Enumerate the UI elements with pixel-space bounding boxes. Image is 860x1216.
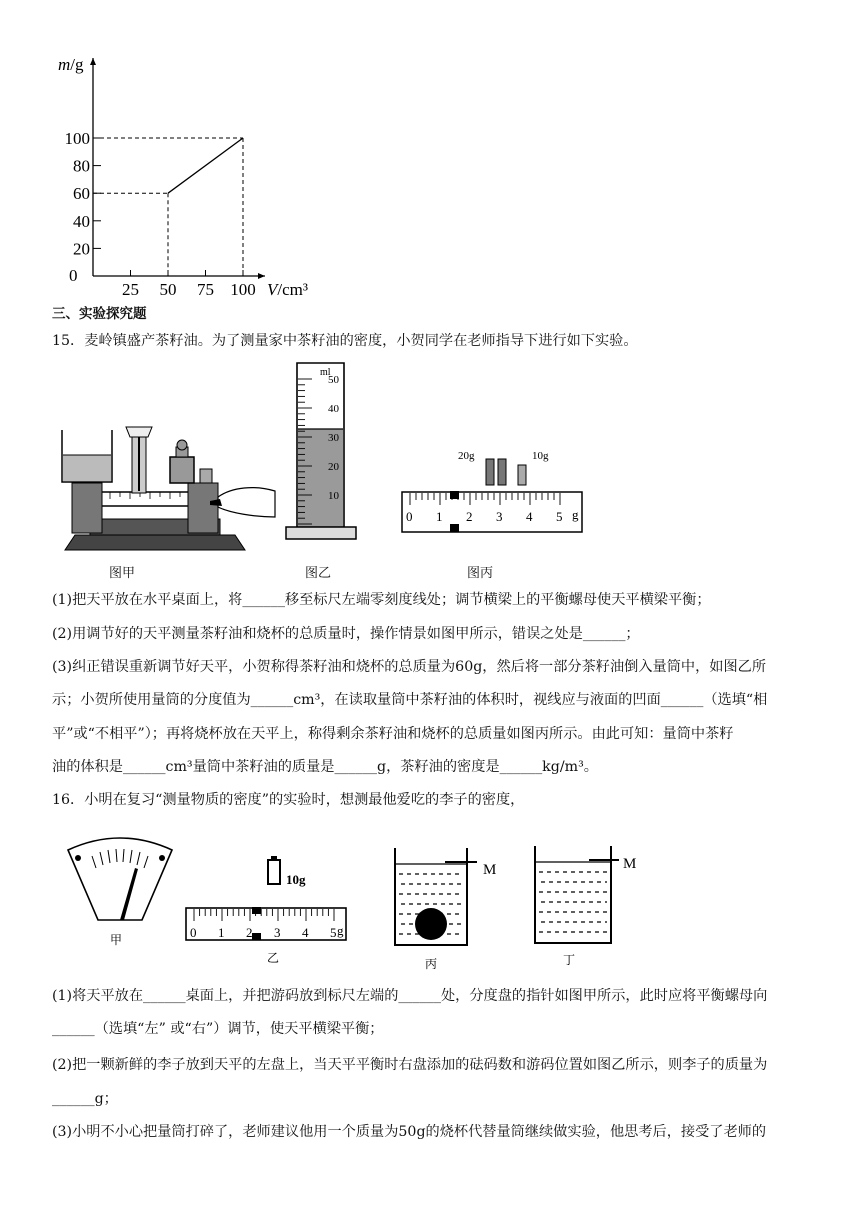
section-heading: 三、实验探究题: [52, 306, 147, 322]
x-tick-label: 25: [122, 280, 139, 299]
cylinder-unit-label: ml: [320, 367, 331, 378]
caption-jia: 图甲: [109, 566, 136, 581]
q15-figure-jia-balance: [50, 405, 280, 595]
cylinder-tick-label: 40: [328, 403, 339, 415]
y-tick-label: 60: [73, 184, 90, 204]
y-tick-label: 100: [64, 129, 90, 148]
q15-line-1: (1)把天平放在水平桌面上，将______移至标尺左端零刻度线处；调节横梁上的平衡螺母使天平横梁平衡；: [52, 592, 711, 608]
x-axis-arrow: [258, 273, 265, 279]
caption-bing: 图丙: [467, 566, 494, 581]
ruler-label: 1: [436, 509, 443, 524]
q16-weight-10g-label: 10g: [286, 872, 306, 887]
ruler-label: 0: [190, 925, 197, 940]
q16-line-2: ______（选填“左” 或“右”）调节，使天平横梁平衡；: [52, 1021, 384, 1037]
q16-ding-mark-m: M: [623, 856, 637, 872]
weight-10g-label: 10g: [532, 450, 549, 462]
ruler-label: 0: [406, 509, 413, 524]
weight-20g-label: 20g: [458, 450, 475, 462]
q16-line-5: (3)小明不小心把量筒打碎了，老师建议他用一个质量为50g的烧杯代替量筒继续做实验，他思考后，接受了老师的: [52, 1124, 767, 1140]
q16-figure-bing-beaker: [385, 840, 535, 970]
q16-bing-mark-m: M: [483, 862, 497, 878]
q16-caption-yi: 乙: [267, 951, 280, 965]
q16-figure-ding-beaker: [527, 838, 677, 968]
origin-label: 0: [69, 266, 78, 285]
cylinder-tick-label: 20: [328, 461, 339, 473]
y-tick-label: 40: [73, 211, 90, 231]
x-tick-label: 75: [197, 280, 214, 299]
x-tick-label: 100: [230, 280, 256, 299]
q15-intro: 15．麦岭镇盛产茶籽油。为了测量家中茶籽油的密度，小贺同学在老师指导下进行如下实验。: [52, 333, 638, 349]
ruler-label: 2: [246, 925, 253, 940]
cylinder-tick-label: 30: [328, 432, 339, 444]
series-line: [168, 138, 243, 193]
q15-line-4: 示；小贺所使用量筒的分度值为______cm³，在读取量筒中茶籽油的体积时，视线应与液面的凹面______（选填“相: [52, 692, 768, 708]
q16-figure-yi-scale: [182, 852, 362, 972]
ruler-unit: g: [337, 923, 344, 938]
q15-line-2: (2)用调节好的天平测量茶籽油和烧杯的总质量时，操作情景如图甲所示，错误之处是______；: [52, 626, 640, 642]
ruler-label: 4: [302, 925, 309, 940]
q15-figure-bing-scale: [398, 445, 598, 535]
q16-caption-ding: 丁: [563, 953, 576, 967]
y-tick-label: 20: [73, 239, 90, 259]
cylinder-tick-label: 50: [328, 374, 339, 386]
q16-caption-bing: 丙: [425, 957, 438, 970]
q16-line-4: ______g；: [52, 1091, 118, 1107]
y-axis-label: m/g: [58, 55, 84, 74]
q16-intro: 16．小明在复习“测量物质的密度”的实验时，想测最他爱吃的李子的密度，: [52, 792, 525, 808]
q16-caption-jia: 甲: [110, 933, 123, 947]
ruler-label: 4: [526, 509, 533, 524]
ruler-label: 1: [218, 925, 225, 940]
y-axis-arrow: [90, 58, 96, 65]
x-tick-label: 50: [159, 280, 177, 299]
q15-line-5: 平”或“不相平”）；再将烧杯放在天平上，称得剩余茶籽油和烧杯的总质量如图丙所示。由此可知：量筒中茶籽: [52, 726, 734, 742]
q16-figure-jia-dial: [60, 828, 180, 948]
y-tick-label: 80: [73, 156, 90, 176]
ruler-label: 3: [274, 925, 281, 940]
q15-line-3: (3)纠正错误重新调节好天平，小贺称得茶籽油和烧杯的总质量为60g，然后将一部分茶籽油倒入量筒中，如图乙所: [52, 659, 767, 675]
ruler-label: 3: [496, 509, 503, 524]
ruler-label: 5: [556, 509, 563, 524]
ruler-label: 5: [330, 925, 337, 940]
x-axis-label: V/cm³: [267, 280, 308, 299]
q15-line-6: 油的体积是______cm³量筒中茶籽油的质量是______g，茶籽油的密度是______kg/m³。: [52, 759, 598, 775]
caption-yi: 图乙: [305, 566, 332, 581]
q15-figure-yi-cylinder: [282, 357, 362, 547]
cylinder-tick-label: 10: [328, 490, 339, 502]
ruler-label: 2: [466, 509, 473, 524]
mass-volume-graph: [40, 48, 380, 348]
q16-line-1: (1)将天平放在______桌面上，并把游码放到标尺左端的______处，分度盘的指针如图甲所示，此时应将平衡螺母向: [52, 988, 768, 1004]
q16-line-3: (2)把一颗新鲜的李子放到天平的左盘上，当天平平衡时右盘添加的砝码数和游码位置如图乙所示，则李子的质量为: [52, 1057, 768, 1073]
ruler-unit: g: [572, 507, 579, 522]
